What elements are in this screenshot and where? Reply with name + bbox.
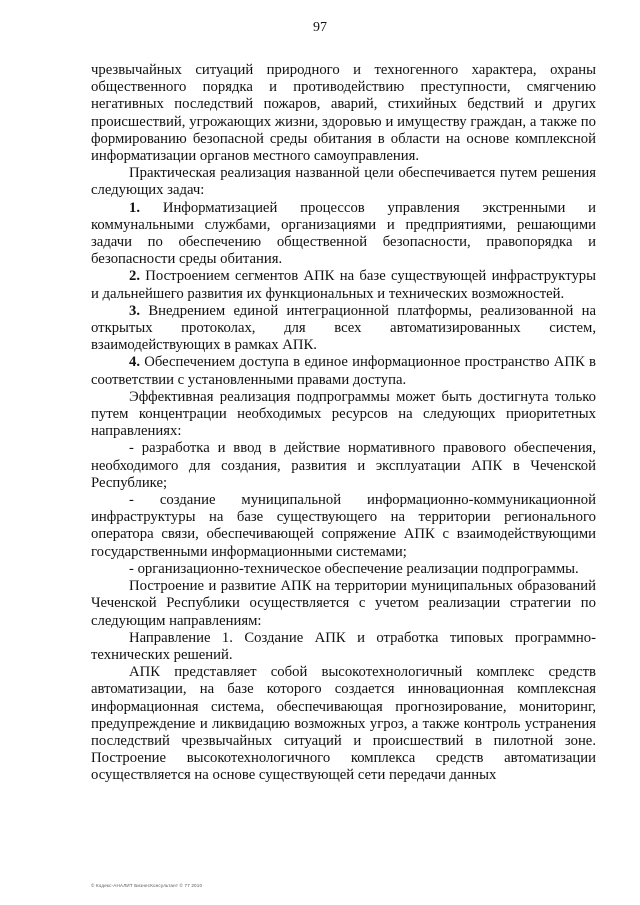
paragraph: чрезвычайных ситуаций природного и техногенного характера, охраны общественного порядка и противодействию преступности, смягчению негативных последствий пожаров, аварий, стихийных бедствий и других происшествий, угрожающих жизни, здоровью и имуществу граждан, а также по формированию безопасной среды обитания в области на основе комплексной информатизации органов местного самоуправления. [91,62,596,165]
item-number: 1. [129,199,141,216]
priority-item: - разработка и ввод в действие нормативного правового обеспечения, необходимого для создания, развития и эксплуатации АПК в Чеченской Республике; [91,440,596,491]
page-number: 97 [313,20,327,35]
task-item-4 [91,354,596,388]
priority-item: - организационно-техническое обеспечение реализации подпрограммы. [129,560,579,577]
item-number: 4. [129,354,141,371]
paragraph: АПК представляет собой высокотехнологичный комплекс средств автоматизации, на базе которого создается инновационная комплексная информационная система, обеспечивающая прогнозирование, мониторинг, предупреждение и ликвидацию возможных угроз, а также контроль устранения последствий чрезвычайных ситуаций и происшествий в пилотной зоне. Построение высокотехнологичного комплекса средств автоматизации осуществляется на основе существующей сети передачи данных [91,664,596,784]
item-number: 3. [129,302,141,319]
item-number: 2. [129,268,141,285]
task-item-1 [91,200,596,269]
item-text: Построением сегментов АПК на базе существующей инфраструктуры и дальнейшего развития их функциональных и технических возможностей. [91,268,596,302]
priority-item: - создание муниципальной информационно-коммуникационной инфраструктуры на базе существующего на территории регионального оператора связи, обеспечивающей сопряжение АПК с взаимодействующими государственными информационными системами; [91,492,596,560]
task-item-2 [91,268,596,302]
item-text: Информатизацией процессов управления экстренными и коммунальными службами, организациями и предприятиями, решающими задачи по обеспечению общественной безопасности, правопорядка и безопасности среды обитания. [91,199,596,268]
paragraph: Направление 1. Создание АПК и отработка типовых программно-технических решений. [91,629,596,663]
footer-note: © Кодекс-АНАЛИТ БизнесКонсультант © 77 2010 [91,883,203,888]
task-item-3 [91,303,596,355]
item-text: Обеспечением доступа в единое информационное пространство АПК в соответствии с установленными правами доступа. [91,354,596,388]
paragraph: Практическая реализация названной цели обеспечивается путем решения следующих задач: [91,165,596,199]
item-text: Внедрением единой интеграционной платформы, реализованной на открытых протоколах, для всех автоматизированных систем, взаимодействующих в рамках АПК. [91,302,596,354]
document-body [91,62,596,785]
paragraph: Эффективная реализация подпрограммы может быть достигнута только путем концентрации необходимых ресурсов на следующих приоритетных направлениях: [91,388,596,440]
paragraph: Построение и развитие АПК на территории муниципальных образований Чеченской Республики осуществляется с учетом реализации стратегии по следующим направлениям: [91,578,596,629]
